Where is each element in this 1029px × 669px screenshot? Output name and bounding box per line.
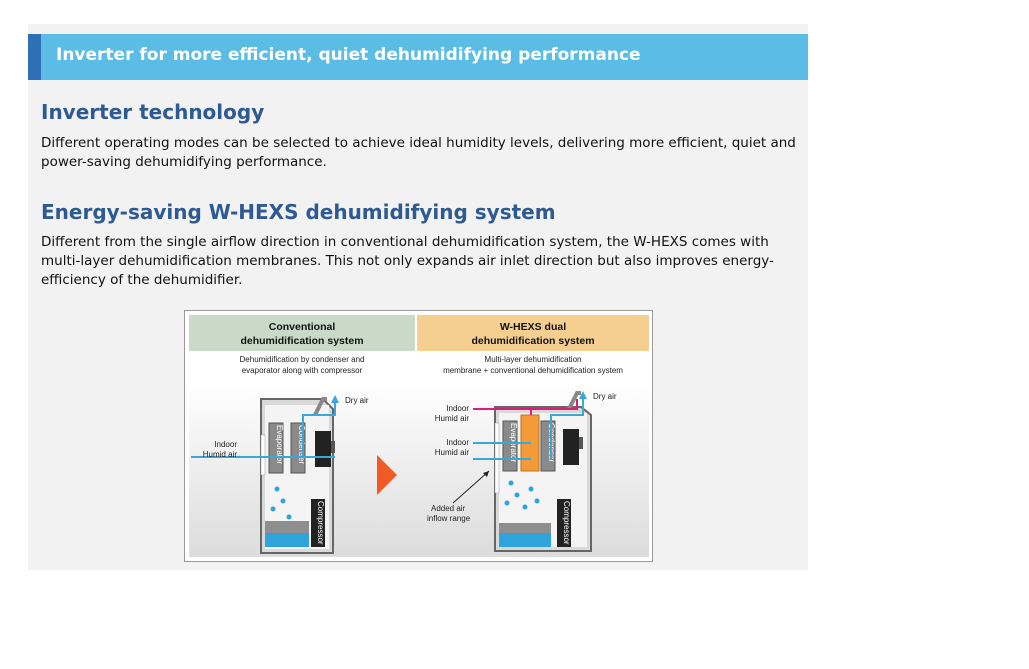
comparison-diagram: [185, 311, 652, 561]
right-indoor1-label-1: Indoor: [446, 404, 469, 413]
left-title-1: Conventional: [268, 321, 336, 333]
left-compressor-label: Compressor: [316, 501, 325, 545]
inverter-technology-heading: Inverter technology: [41, 100, 265, 124]
left-indoor-label-2: Humid air: [202, 450, 237, 459]
whexs-heading: Energy-saving W-HEXS dehumidifying system: [41, 200, 556, 224]
left-condenser-label: Condenser: [297, 425, 306, 465]
left-desc-1: Dehumidification by condenser and: [239, 355, 365, 364]
right-title-2: dehumidification system: [471, 335, 595, 347]
right-condenser-label: Condenser: [547, 423, 556, 463]
added-air-label-1: Added air: [431, 504, 466, 513]
dehumidifier-comparison-figure: [184, 310, 653, 562]
right-indoor1-label-2: Humid air: [434, 414, 469, 423]
right-indoor2-label-2: Humid air: [434, 448, 469, 457]
left-dry-air-label: Dry air: [345, 396, 369, 405]
right-desc-2: membrane + conventional dehumidification system: [443, 366, 623, 375]
banner-accent-bar: [28, 34, 41, 80]
left-indoor-label-1: Indoor: [214, 440, 237, 449]
right-compressor-label: Compressor: [562, 501, 571, 545]
banner-title: Inverter for more efficient, quiet dehumidifying performance: [56, 45, 641, 65]
content-panel: [28, 24, 808, 570]
section-banner: [28, 34, 808, 80]
right-indoor2-label-1: Indoor: [446, 438, 469, 447]
whexs-text: Different from the single airflow direction in conventional dehumidification system, the W-HEXS comes with multi-layer dehumidification membranes. This not only expands air inlet direction but also improves energy-efficiency of the dehumidifier.: [41, 234, 774, 288]
right-desc-1: Multi-layer dehumidification: [484, 355, 582, 364]
left-title-2: dehumidification system: [240, 335, 364, 347]
right-dry-air-label: Dry air: [593, 392, 617, 401]
left-evaporator-label: Evaporator: [275, 425, 284, 465]
right-evaporator-label: Evaporator: [509, 423, 518, 463]
right-title-1: W-HEXS dual: [499, 321, 567, 333]
inverter-technology-text: Different operating modes can be selected to achieve ideal humidity levels, delivering more efficient, quiet and power-saving dehumidifying performance.: [41, 135, 796, 170]
added-air-label-2: inflow range: [427, 514, 471, 523]
left-desc-2: evaporator along with compressor: [241, 366, 363, 375]
